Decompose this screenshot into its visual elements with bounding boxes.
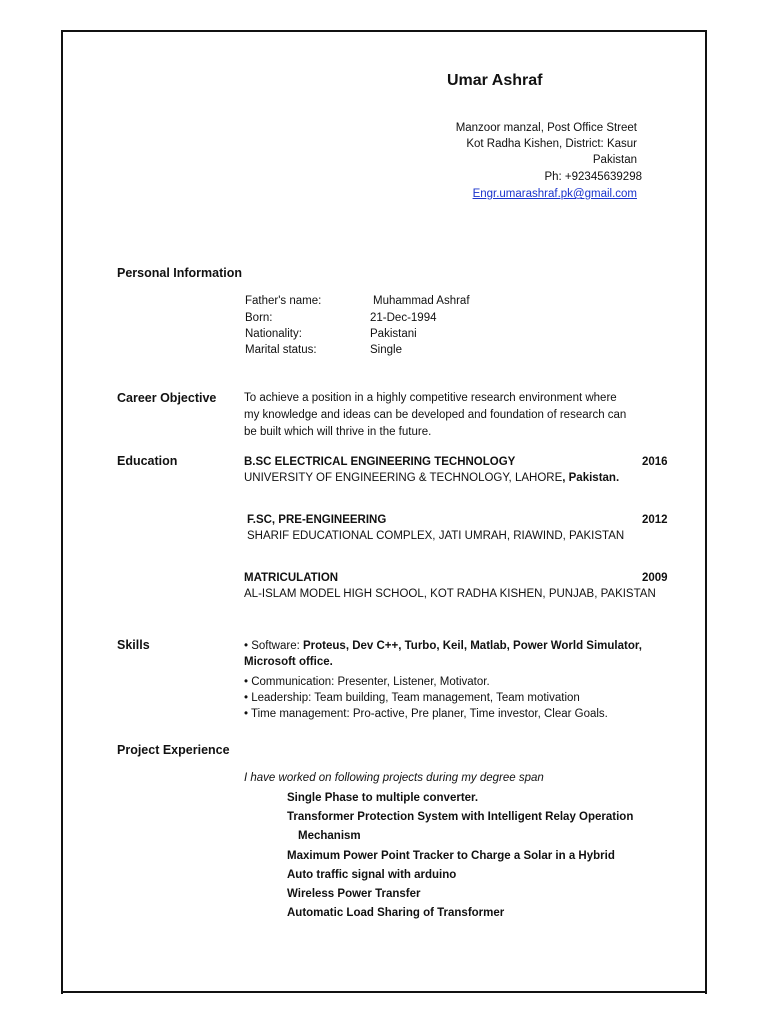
objective-line-3: be built which will thrive in the future.	[244, 426, 432, 438]
born-value: 21-Dec-1994	[370, 312, 437, 324]
skills-communication: • Communication: Presenter, Listener, Motivator.	[244, 676, 490, 688]
skills-software-list-cont: Microsoft office.	[244, 656, 333, 668]
education-year-1: 2016	[642, 456, 668, 468]
project-item-2: Transformer Protection System with Intelligent Relay Operation	[287, 811, 634, 823]
institution-country: , Pakistan.	[562, 472, 620, 484]
education-year-2: 2012	[642, 514, 668, 526]
skills-time-management: • Time management: Pro-active, Pre planer, Time investor, Clear Goals.	[244, 708, 608, 720]
phone-number: Ph: +92345639298	[544, 171, 642, 183]
project-item-6: Automatic Load Sharing of Transformer	[287, 907, 505, 919]
born-label: Born:	[245, 312, 273, 324]
education-degree-1: B.SC ELECTRICAL ENGINEERING TECHNOLOGY	[244, 456, 516, 468]
project-experience-heading: Project Experience	[117, 743, 230, 757]
education-heading: Education	[117, 454, 178, 468]
applicant-name: Umar Ashraf	[447, 72, 543, 89]
personal-information-heading: Personal Information	[117, 266, 243, 280]
fathers-name-label: Father's name:	[245, 295, 322, 307]
projects-intro: I have worked on following projects during my degree span	[244, 772, 544, 784]
address-line-2: Kot Radha Kishen, District: Kasur	[466, 138, 637, 150]
fathers-name-value: Muhammad Ashraf	[373, 295, 470, 307]
education-year-3: 2009	[642, 572, 668, 584]
project-item-2-cont: Mechanism	[298, 830, 361, 842]
objective-line-2: my knowledge and ideas can be developed and foundation of research can	[244, 409, 627, 421]
objective-line-1: To achieve a position in a highly competitive research environment where	[244, 392, 617, 404]
marital-status-label: Marital status:	[245, 344, 317, 356]
career-objective-heading: Career Objective	[117, 391, 217, 405]
skills-heading: Skills	[117, 638, 150, 652]
project-item-4: Auto traffic signal with arduino	[287, 869, 457, 881]
skills-leadership: • Leadership: Team building, Team management, Team motivation	[244, 692, 580, 704]
page-bottom-border	[61, 991, 707, 993]
marital-status-value: Single	[370, 344, 402, 356]
institution-name: UNIVERSITY OF ENGINEERING & TECHNOLOGY, LAHORE	[244, 472, 563, 484]
email-link[interactable]: Engr.umarashraf.pk@gmail.com	[472, 188, 637, 200]
address-line-3: Pakistan	[592, 154, 637, 166]
skills-software-prefix: • Software:	[244, 640, 303, 652]
education-institution-1	[244, 472, 619, 484]
project-item-1: Single Phase to multiple converter.	[287, 792, 479, 804]
skills-software-list: Proteus, Dev C++, Turbo, Keil, Matlab, Power World Simulator,	[303, 640, 642, 652]
nationality-label: Nationality:	[245, 328, 302, 340]
education-degree-2: F.SC, PRE-ENGINEERING	[247, 514, 387, 526]
education-institution-3: AL-ISLAM MODEL HIGH SCHOOL, KOT RADHA KISHEN, PUNJAB, PAKISTAN	[244, 588, 656, 600]
project-item-5: Wireless Power Transfer	[287, 888, 421, 900]
skills-software	[244, 640, 642, 652]
address-line-1: Manzoor manzal, Post Office Street	[455, 122, 637, 134]
nationality-value: Pakistani	[370, 328, 417, 340]
education-institution-2: SHARIF EDUCATIONAL COMPLEX, JATI UMRAH, RIAWIND, PAKISTAN	[247, 530, 625, 542]
project-item-3: Maximum Power Point Tracker to Charge a Solar in a Hybrid	[287, 850, 615, 862]
education-degree-3: MATRICULATION	[244, 572, 339, 584]
